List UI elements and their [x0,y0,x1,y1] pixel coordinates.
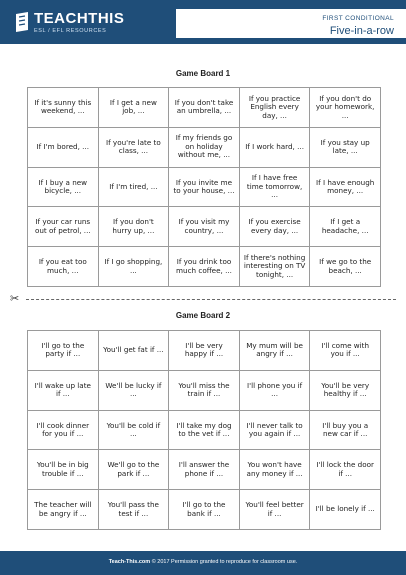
board-cell: You'll be very healthy if ... [310,371,381,411]
board-cell: I'll go to the party if ... [28,331,99,371]
board-cell: If my friends go on holiday without me, ... [169,128,240,168]
board-cell: If I'm tired, ... [99,168,170,208]
board-cell: If you invite me to your house, ... [169,168,240,208]
board-cell: If there's nothing interesting on TV tonight, ... [240,247,311,287]
logo-subtitle: ESL / EFL RESOURCES [34,28,107,34]
dashed-divider [26,299,396,300]
board-cell: I'll take my dog to the vet if ... [169,411,240,451]
board-cell: I'll wake up late if ... [28,371,99,411]
page-header [0,0,406,44]
board-cell: If I have free time tomorrow, ... [240,168,311,208]
board-cell: I'll be lonely if ... [310,490,381,530]
board-cell: I'll buy you a new car if ... [310,411,381,451]
board-cell: If you're late to class, ... [99,128,170,168]
board-cell: You'll be in big trouble if ... [28,450,99,490]
board-2-title: Game Board 2 [175,311,231,320]
board-cell: We'll go to the park if ... [99,450,170,490]
board-cell: If I work hard, ... [240,128,311,168]
board-cell: If we go to the beach, ... [310,247,381,287]
footer-site: Teach-This.com [108,559,151,565]
board-cell: I'll phone you if ... [240,371,311,411]
game-board-2 [27,330,381,530]
board-cell: You'll miss the train if ... [169,371,240,411]
board-cell: If your car runs out of petrol, ... [28,207,99,247]
board-cell: If you exercise every day, ... [240,207,311,247]
teachthis-logo [14,9,134,37]
board-cell: If it's sunny this weekend, ... [28,88,99,128]
board-cell: You'll be cold if ... [99,411,170,451]
book-logo-icon [14,11,30,33]
board-cell: I'll go to the bank if ... [169,490,240,530]
board-cell: I'll cook dinner for you if ... [28,411,99,451]
board-cell: If I buy a new bicycle, ... [28,168,99,208]
board-cell: The teacher will be angry if ... [28,490,99,530]
board-cell: You'll pass the test if ... [99,490,170,530]
board-cell: If you don't take an umbrella, ... [169,88,240,128]
board-cell: I'll never talk to you again if ... [240,411,311,451]
page-footer [0,551,406,575]
board-cell: You won't have any money if ... [240,450,311,490]
board-cell: If you don't do your homework, ... [310,88,381,128]
board-1-title: Game Board 1 [175,69,231,78]
board-cell: If you eat too much, ... [28,247,99,287]
board-cell: I'll answer the phone if ... [169,450,240,490]
board-cell: You'll feel better if ... [240,490,311,530]
scissors-icon: ✂ [10,293,20,305]
game-board-1 [27,87,381,287]
header-titles [176,8,406,38]
board-cell: I'll come with you if ... [310,331,381,371]
board-cell: We'll be lucky if ... [99,371,170,411]
cut-line [10,293,396,305]
topic-label: FIRST CONDITIONAL [322,15,394,22]
page-title: Five-in-a-row [329,25,394,37]
footer-copyright: © 2017 Permission granted to reproduce for classroom use. [151,559,298,565]
board-cell: If I have enough money, ... [310,168,381,208]
board-cell: If I go shopping, ... [99,247,170,287]
footer-text [0,559,406,565]
board-cell: If you drink too much coffee, ... [169,247,240,287]
board-cell: If I'm bored, ... [28,128,99,168]
board-cell: You'll get fat if ... [99,331,170,371]
logo-text: TEACHTHIS [34,10,125,27]
board-cell: If you visit my country, ... [169,207,240,247]
board-cell: I'll lock the door if ... [310,450,381,490]
board-cell: I'll be very happy if ... [169,331,240,371]
board-cell: If I get a new job, ... [99,88,170,128]
board-cell: If you stay up late, ... [310,128,381,168]
board-cell: If I get a headache, ... [310,207,381,247]
board-cell: My mum will be angry if ... [240,331,311,371]
board-cell: If you practice English every day, ... [240,88,311,128]
board-cell: If you don't hurry up, ... [99,207,170,247]
